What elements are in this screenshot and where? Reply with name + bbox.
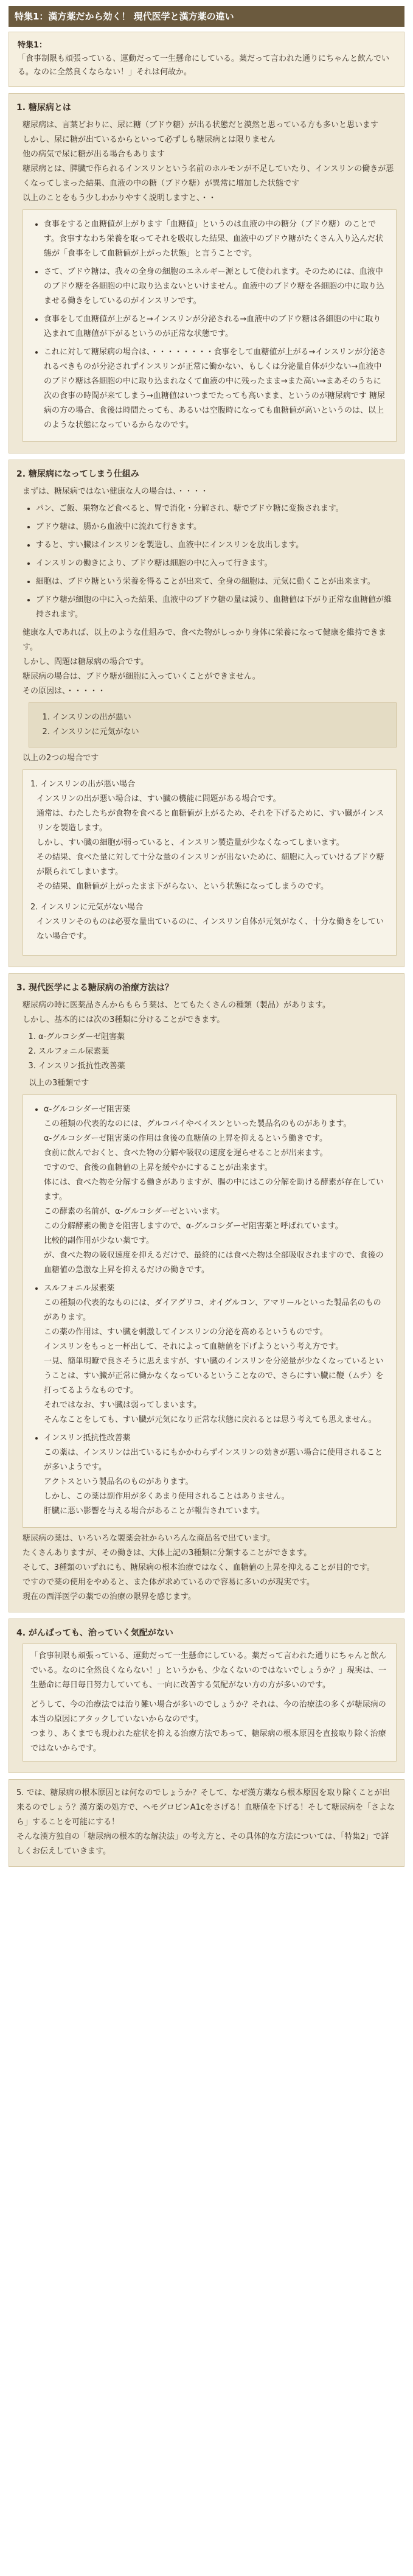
drug-details-list <box>30 1102 389 1519</box>
cause-2-title: 2. インスリンに元気がない場合 <box>30 903 144 912</box>
section-3-outro <box>16 1531 397 1605</box>
paragraph: 健康な人であれば、以上のような仕組みで、食べた物がしっかり身体に栄養になって健康を維持できます。 <box>23 628 386 652</box>
list-item: • パン、ご飯、果物など食べると、胃で消化・分解され、糖でブドウ糖に変換されます。 <box>36 502 397 516</box>
list-item: • 食事をして血糖値が上がると→インスリンが分泌される→血液中のブドウ糖は各細胞の中に取り込まれて血糖値が下がるというのが正常な状態です。 <box>44 312 389 341</box>
paragraph: そんなことをしても、すい臓が元気になり正常な状態に戻れるとは思う考えても思えません。 <box>44 1415 377 1424</box>
cause-1-title: 1. インスリンの出が悪い場合 <box>30 780 136 789</box>
paragraph: 現在の西洋医学の薬での治療の限界を感じます。 <box>23 1592 196 1601</box>
intro-text: 「食事制限も頑張っている、運動だって一生懸命にしている。薬だって言われた通りにちゃんと飲んでいる。なのに全然良くならない！」それは何故か。 <box>18 54 390 77</box>
paragraph: 比較的副作用が少ない薬です。 <box>44 1236 154 1245</box>
paragraph: アクトスという製品名のものがあります。 <box>44 1477 193 1486</box>
list-item: 1. インスリンの出が悪い <box>52 710 389 725</box>
section-1-bullets <box>30 217 389 433</box>
causes-detail <box>23 769 397 956</box>
paragraph: しかし、問題は糖尿病の場合です。 <box>23 657 148 667</box>
cause-2-body <box>30 915 389 944</box>
intro-box <box>9 32 404 87</box>
list-item: • 食事をすると血糖値が上がります「血糖値」というのは血液の中の糖分（ブドウ糖）のことです。食事すなわち栄養を取ってそれを吸収した結果、血液中のブドウ糖がたくさん入り込んだ状態が「食事をして血糖値が上がった状態」と言うことです。 <box>44 217 389 261</box>
page-title: 特集1：漢方薬だから効く！ 現代医学と漢方薬の違い <box>9 6 404 27</box>
section-3 <box>9 973 404 1612</box>
spacer <box>30 1693 389 1698</box>
paragraph: 糖尿病とは、膵臓で作られるインスリンという名前のホルモンが不足していたり、インスリンの働きが悪くなってしまった結果、血液の中の糖（ブドウ糖）が異常に増加した状態です <box>23 164 394 188</box>
paragraph: まずは、糖尿病ではない健康な人の場合は、・・・・ <box>23 487 209 496</box>
paragraph: つまり、あくまでも現われた症状を抑える治療方法であって、糖尿病の根本原因を直接取り除く治療ではないからです。 <box>30 1729 386 1753</box>
list-item: • 細胞は、ブドウ糖という栄養を得ることが出来て、全身の細胞は、元気に動くことが出来ます。 <box>36 575 397 589</box>
section-2 <box>9 460 404 967</box>
drug-types-list <box>23 1030 397 1074</box>
paragraph: その原因は、・・・・・ <box>23 687 106 696</box>
paragraph: 以上のことをもう少しわかりやすく説明しますと、・・ <box>23 194 217 203</box>
paragraph: α-グルコシダーゼ阻害薬の作用は食後の血糖値の上昇を抑えるという働きです。 <box>44 1134 328 1143</box>
list-item: • すると、すい臓はインスリンを製造し、血液中にインスリンを放出します。 <box>36 538 397 553</box>
list-item: • インスリンの働きにより、ブドウ糖は細胞の中に入って行きます。 <box>36 556 397 571</box>
causes-box <box>29 702 397 747</box>
section-5-heading: 5. では、糖尿病の根本原因とは何なのでしょうか？そして、なぜ漢方薬なら根本原因を取り除くことが出来るのでしょう？漢方薬の処方で、ヘモグロビンA1cをさげる！血糖値を下げる！そして糖尿病を「さよなら」することを可能にする！ <box>16 1788 395 1827</box>
paragraph: 他の病気で尿に糖が出る場合もあります <box>23 150 165 159</box>
paragraph: しかし、尿に糖が出ているからといって必ずしも糖尿病とは限りません <box>23 135 276 144</box>
cause-1-block <box>30 777 389 894</box>
paragraph: しかし、この薬は副作用が多くあまり使用されることはありません。 <box>44 1492 290 1501</box>
paragraph: どうして、今の治療法では治り難い場合が多いのでしょうか？それは、今の治療法の多くが糖尿病の本当の原因にアタックしていないからなのです。 <box>30 1700 386 1724</box>
section-3-heading: 3. 現代医学による糖尿病の治療方法は？ <box>16 983 173 993</box>
paragraph: 食前に飲んでおくと、食べた物の分解や吸収の速度を遅らせることが出来ます。 <box>44 1149 328 1158</box>
section-1 <box>9 93 404 453</box>
drug-name: • α-グルコシダーゼ阻害薬 <box>44 1105 131 1114</box>
section-1-body <box>16 118 397 206</box>
causes-list <box>36 710 389 740</box>
list-item: • ブドウ糖が細胞の中に入った結果、血液中のブドウ糖の量は減り、血糖値は下がり正常な血糖値が維持されます。 <box>36 593 397 622</box>
paragraph: 通常は、わたしたちが食物を食べると血糖値が上がるため、それを下げるために、すい臓がインスリンを製造します。 <box>36 809 384 833</box>
paragraph: その結果、食べた量に対して十分な量のインスリンが出ないために、細胞に入っていけるブドウ糖が限られてしまいます。 <box>36 853 384 877</box>
paragraph: 「食事制限も頑張っている、運動だって一生懸命にしている。薬だって言われた通りにちゃんと飲んでいる。なのに全然良くならない！」というかも、少なくないのではないでしょうか？」現実は、一生懸命に毎日毎日努力していても、一向に改善する気配がない方の方が多いのです。 <box>30 1651 387 1690</box>
paragraph: インスリンそのものは必要な量出ているのに、インスリン自体が元気がなく、十分な働きをしていない場合です。 <box>36 917 384 941</box>
section-1-heading: 1. 糖尿病とは <box>16 103 71 113</box>
paragraph: ですので薬の使用をやめると、また体が求めているので容易に多いのが現実です。 <box>23 1578 314 1587</box>
paragraph: 糖尿病は、言葉どおりに、尿に糖（ブドウ糖）が出る状態だと漠然と思っている方も多いと思います <box>23 121 379 130</box>
section-2-bullets <box>23 502 397 622</box>
paragraph: この薬は、インスリンは出ているにもかかわらずインスリンの効きが悪い場合に使用されることが多いようです。 <box>44 1448 383 1472</box>
paragraph: 体には、食べた物を分解する働きがありますが、腸の中にはこの分解を助ける酵素が存在しています。 <box>44 1178 384 1202</box>
paragraph: そんな漢方独自の「糖尿病の根本的な解決法」の考え方と、その具体的な方法については、「特集2」で詳しくお伝えしていきます。 <box>16 1832 389 1856</box>
paragraph: インスリンの出が悪い場合は、すい臓の機能に問題がある場合です。 <box>36 794 281 803</box>
section-4-box <box>23 1643 397 1762</box>
list-item: • ブドウ糖は、腸から血液中に流れて行きます。 <box>36 520 397 534</box>
cause-1-body <box>30 792 389 894</box>
paragraph: そして、3種類のいずれにも、糖尿病の根本治療ではなく、血糖値の上昇を抑えることが目的です。 <box>23 1563 375 1572</box>
paragraph: この酵素の名前が、α-グルコシダーゼといいます。 <box>44 1207 225 1216</box>
list-item: 2. インスリンに元気がない <box>52 725 389 740</box>
paragraph: この分解酵素の働きを阻害しますので、α-グルコシダーゼ阻害薬と呼ばれています。 <box>44 1222 343 1231</box>
list-item: 1. α-グルコシダーゼ阻害薬 <box>38 1030 397 1045</box>
paragraph: 一見、簡単明瞭で良さそうに思えますが、すい臓のインスリンを分泌量が少なくなっているということは、すい臓が正常に働かなくなっているということなので、さらにすい臓に鞭（ムチ）を打ってるようなものです。 <box>44 1357 384 1395</box>
section-3-body <box>16 998 397 1091</box>
drug-details <box>23 1094 397 1528</box>
paragraph: その結果、血糖値が上がったまま下がらない、という状態になってしまうのです。 <box>36 882 328 891</box>
paragraph: 以上の3種類です <box>29 1079 89 1088</box>
section-5 <box>9 1779 404 1867</box>
paragraph: この薬の作用は、すい臓を刺激してインスリンの分泌を高めるというものです。 <box>44 1328 328 1337</box>
drug-name: • インスリン抵抗性改善薬 <box>44 1433 131 1443</box>
paragraph: 糖尿病の時に医薬品さんからもらう薬は、とてもたくさんの種類（製品）があります。 <box>23 1001 330 1010</box>
paragraph: が、食べた物の吸収速度を抑えるだけで、最終的には食べた物は全部吸収されますので、食後の血糖値の急激な上昇を抑えるだけの働きです。 <box>44 1251 384 1275</box>
list-item: 2. スルフォニル尿素薬 <box>38 1045 397 1059</box>
paragraph: たくさんありますが、その働きは、大体上記の3種類に分類することができます。 <box>23 1549 312 1558</box>
section-4 <box>9 1619 404 1773</box>
paragraph: しかし、基本的には次の3種類に分けることができます。 <box>23 1015 225 1024</box>
section-2-body <box>16 485 397 766</box>
paragraph: それではなお、すい臓は弱ってしまいます。 <box>44 1401 201 1410</box>
paragraph: この種類の代表的なものには、ダイアグリコ、オイグルコン、アマリールといった製品名のものがあります。 <box>44 1298 381 1322</box>
drug-item <box>44 1281 389 1427</box>
section-2-heading: 2. 糖尿病になってしまう仕組み <box>16 469 139 479</box>
cause-2-block <box>30 900 389 944</box>
drug-name: • スルフォニル尿素薬 <box>44 1284 115 1293</box>
paragraph: 肝臓に悪い影響を与える場合があることが報告されています。 <box>44 1507 265 1516</box>
intro-label: 特集1： <box>18 41 47 50</box>
paragraph: インスリンをもっと一杯出して、それによって血糖値を下げようという考え方です。 <box>44 1342 344 1351</box>
section-1-explanation <box>23 209 397 442</box>
list-item: 3. インスリン抵抗性改善薬 <box>38 1059 397 1074</box>
section-4-heading: 4. がんばっても、治っていく気配がない <box>16 1628 173 1638</box>
paragraph: 以上の2つの場合です <box>23 754 99 763</box>
paragraph: 糖尿病の場合は、ブドウ糖が細胞に入っていくことができません。 <box>23 672 260 681</box>
paragraph: しかし、すい臓の細胞が弱っていると、インスリン製造量が少なくなってしまいます。 <box>36 838 344 847</box>
drug-item <box>44 1102 389 1278</box>
list-item: • これに対して糖尿病の場合は、・・・・・・・・食事をして血糖値が上がる→インスリンが分泌されるべきものが分泌されずインスリンが正常に働かない、もしくは分泌量自体が少ない→血液中のブドウ糖は各細胞の中に取り込まれなくて血液の中に残ったまま→また高い→まあそのうちに次の食事の時間が来てしまう→血糖値はいつまでたっても高いまま、というのが糖尿病です 糖尿病の方の場合、食後は時間たっても、あるいは空腹時になっても血糖値が高いというのは、以上のような状態になっているからなのです。 <box>44 345 389 433</box>
paragraph: ですので、食後の血糖値の上昇を緩やかにすることが出来ます。 <box>44 1163 272 1172</box>
paragraph: 糖尿病の薬は、いろいろな製薬会社からいろんな商品名で出ています。 <box>23 1534 275 1543</box>
paragraph: この種類の代表的なのには、グルコバイやベイスンといった製品名のものがあります。 <box>44 1119 352 1129</box>
list-item: • さて、ブドウ糖は、我々の全身の細胞のエネルギー源として使われます。そのためには、血液中のブドウ糖を各細胞の中に取り込まないといけません。血液中のブドウ糖を各細胞の中に取り込ませる働きをしているのがインスリンです。 <box>44 265 389 309</box>
drug-item <box>44 1431 389 1519</box>
